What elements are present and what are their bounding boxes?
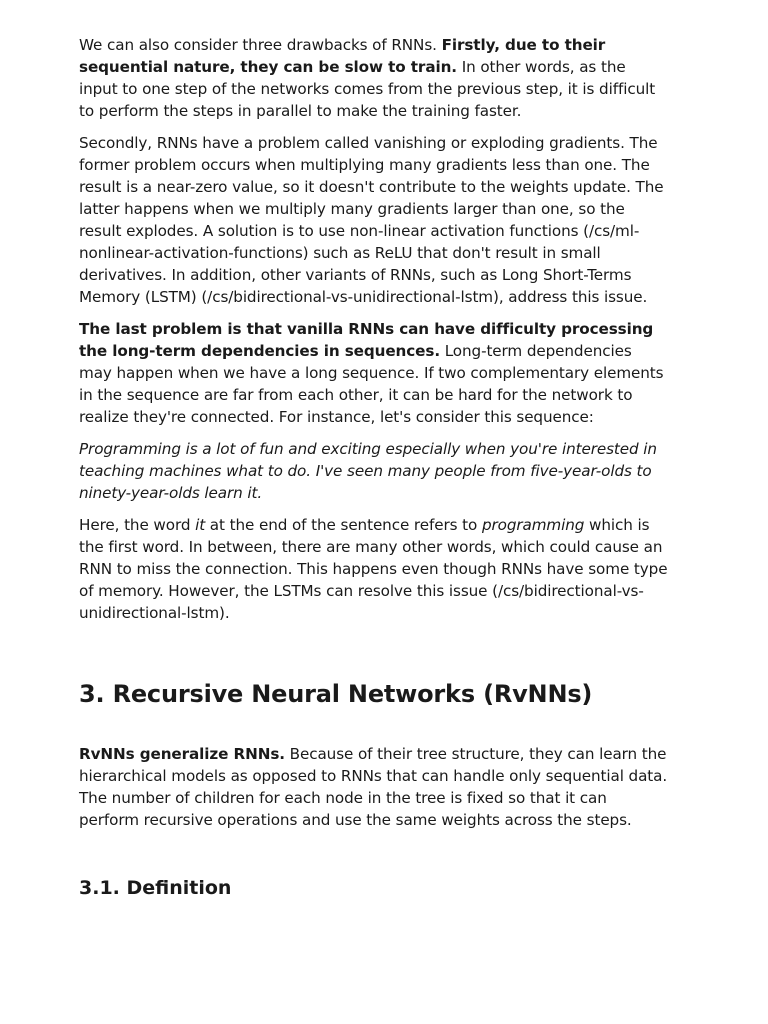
italic-run: programming (481, 516, 585, 534)
paragraph-vanishing-gradients (79, 132, 668, 308)
text-run: Because of their tree structure, they can learn the hierarchical models as opposed to RNNs that can handle only sequential data. The number of children for each node in the tree is fixed so that it can perform recursive operations and use the same weights across the steps. (79, 745, 668, 829)
bold-run: Firstly, due to their sequential nature, they can be slow to train. (79, 36, 606, 76)
example-quote (79, 438, 668, 504)
text-run: Secondly, RNNs have a problem called vanishing or exploding gradients. The former problem occurs when multiplying many gradients less than one. The result is a near-zero value, so it doesn't contribute to the weights update. The latter happens when we multiply many gradients larger than one, so the result explodes. A solution is to use non-linear activation functions (/cs/ml-nonlinear-activation-functions) such as ReLU that don't result in small derivatives. In addition, other variants of RNNs, such as Long Short-Terms Memory (LSTM) (/cs/bidirectional-vs-unidirectional-lstm), address this issue. (79, 134, 664, 306)
italic-run: it (195, 516, 206, 534)
bold-run: The last problem is that vanilla RNNs can have difficulty processing the long-term dependencies in sequences. (79, 320, 654, 360)
text-run: Here, the word (79, 516, 196, 534)
paragraph-rnn-drawbacks (79, 34, 668, 122)
paragraph-programming-example (79, 514, 668, 624)
section-heading-rvnns: 3. Recursive Neural Networks (RvNNs) (79, 680, 593, 708)
bold-run: RvNNs generalize RNNs. (79, 745, 285, 763)
paragraph-long-term-dependencies (79, 318, 668, 428)
text-run: Long-term dependencies may happen when we have a long sequence. If two complementary elements in the sequence are far from each other, it can be hard for the network to realize they're connected. For instance, let's consider this sequence: (79, 342, 664, 426)
quote-text: Programming is a lot of fun and exciting especially when you're interested in teaching machines what to do. I've seen many people from five-year-olds to ninety-year-olds learn it. (79, 440, 657, 502)
paragraph-rvnn-intro (79, 743, 668, 831)
subsection-heading-definition: 3.1. Definition (79, 877, 232, 899)
text-run: We can also consider three drawbacks of RNNs. (79, 36, 442, 54)
text-run: which is the first word. In between, there are many other words, which could cause an RNN to miss the connection. This happens even though RNNs have some type of memory. However, the LSTMs can resolve this issue (/cs/bidirectional-vs-unidirectional-lstm). (79, 516, 668, 622)
text-run: In other words, as the input to one step of the networks comes from the previous step, it is difficult to perform the steps in parallel to make the training faster. (79, 58, 656, 120)
text-run: at the end of the sentence refers to (205, 516, 482, 534)
